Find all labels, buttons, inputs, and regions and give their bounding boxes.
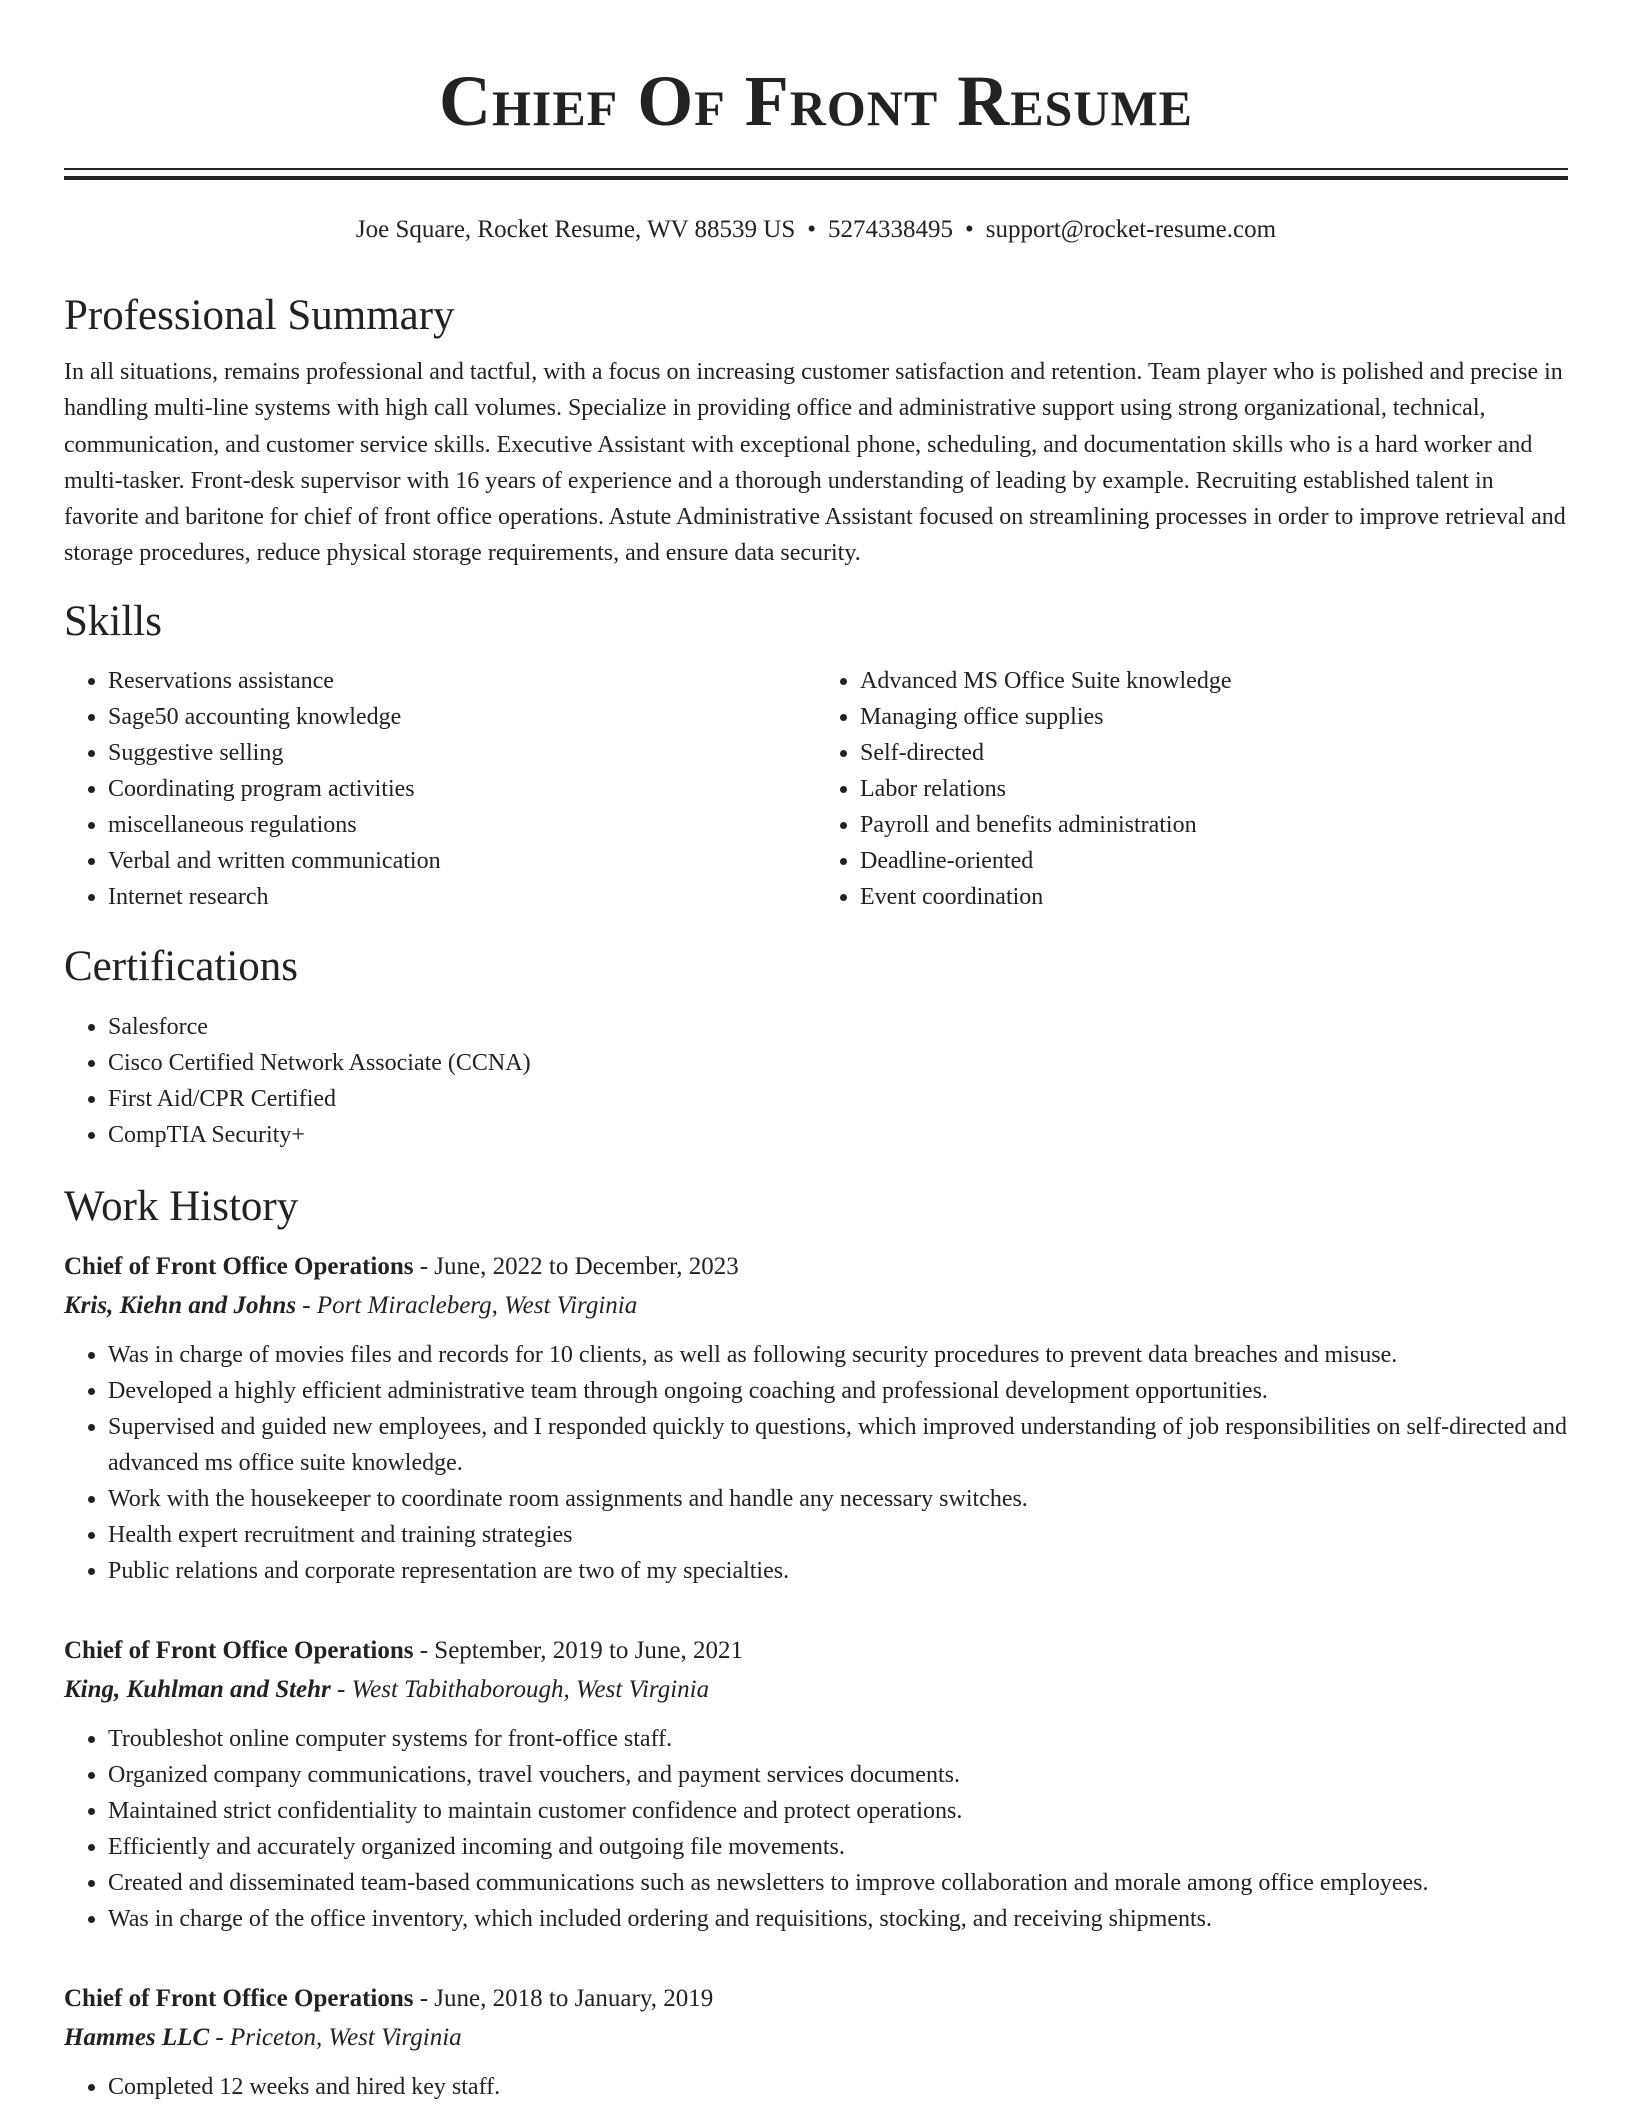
job-bullet: • Efficiently and accurately organized incoming and outgoing file movements. xyxy=(108,1829,1568,1865)
skill-item: • Sage50 accounting knowledge xyxy=(108,699,816,735)
skills-list-left xyxy=(64,663,816,915)
job-bullet: • Was in charge of the office inventory, which included ordering and requisitions, stocking, and receiving shipments. xyxy=(108,1901,1568,1937)
skills-columns xyxy=(64,663,1568,915)
job-bullet: • Work with the housekeeper to coordinate room assignments and handle any necessary switches. xyxy=(108,1481,1568,1517)
job-dates: - June, 2022 to December, 2023 xyxy=(413,1252,739,1280)
job-bullets xyxy=(64,1721,1568,1937)
summary-text: In all situations, remains professional and tactful, with a focus on increasing customer satisfaction and retention. Team player who is polished and precise in handling multi-line systems with high call volumes. Specialize in providing office and administrative support using strong organizational, technical, communication, and customer service skills. Executive Assistant with exceptional phone, scheduling, and documentation skills who is a hard worker and multi-tasker. Front-desk supervisor with 16 years of experience and a thorough understanding of leading by example. Recruiting established talent in favorite and baritone for chief of front office operations. Astute Administrative Assistant focused on streamlining processes in order to improve retrieval and storage procedures, reduce physical storage requirements, and ensure data security. xyxy=(64,359,1566,567)
job-location: - Priceton, West Virginia xyxy=(209,2023,462,2051)
skill-item: • Self-directed xyxy=(860,735,1568,771)
work-history-heading: Work History xyxy=(64,1182,299,1230)
summary-heading: Professional Summary xyxy=(64,292,455,339)
certifications-list xyxy=(64,1009,1568,1153)
certification-item: • Cisco Certified Network Associate (CCNA) xyxy=(108,1045,1568,1081)
job-entry xyxy=(64,1631,1568,1937)
skill-item: • Deadline-oriented xyxy=(860,843,1568,879)
job-bullet: • Created and disseminated team-based communications such as newsletters to improve collaboration and morale among office employees. xyxy=(108,1865,1568,1901)
job-bullet: • Health expert recruitment and training strategies xyxy=(108,1517,1568,1553)
title-rule-thick xyxy=(64,176,1568,180)
job-title: Chief of Front Office Operations xyxy=(64,1252,414,1280)
skill-item: • Suggestive selling xyxy=(108,735,816,771)
skills-list-right xyxy=(816,663,1568,915)
job-bullet: • Organized company communications, travel vouchers, and payment services documents. xyxy=(108,1757,1568,1793)
contact-email: support@rocket-resume.com xyxy=(985,216,1277,243)
contact-address: Joe Square, Rocket Resume, WV 88539 US xyxy=(355,216,796,243)
certification-item: • CompTIA Security+ xyxy=(108,1117,1568,1153)
skill-item: • Managing office supplies xyxy=(860,699,1568,735)
job-title-line xyxy=(64,1247,1568,1287)
contact-line xyxy=(64,214,1568,246)
certification-item: • Salesforce xyxy=(108,1009,1568,1045)
job-bullet: • Supervised and guided new employees, and I responded quickly to questions, which improved understanding of job responsibilities on self-directed and advanced ms office suite knowledge. xyxy=(108,1409,1568,1481)
job-company: Hammes LLC xyxy=(64,2023,210,2051)
resume-title: Chief Of Front Resume xyxy=(438,61,1194,141)
job-title: Chief of Front Office Operations xyxy=(64,1636,414,1664)
certification-item: • First Aid/CPR Certified xyxy=(108,1081,1568,1117)
job-company-line xyxy=(64,1671,1568,1709)
job-company-line xyxy=(64,1287,1568,1325)
skill-item: • miscellaneous regulations xyxy=(108,807,816,843)
job-company: Kris, Kiehn and Johns xyxy=(64,1291,297,1319)
skill-item: • Payroll and benefits administration xyxy=(860,807,1568,843)
job-bullets xyxy=(64,2069,1568,2105)
skill-item: • Event coordination xyxy=(860,879,1568,915)
job-bullet: • Was in charge of movies files and records for 10 clients, as well as following security procedures to prevent data breaches and misuse. xyxy=(108,1337,1568,1373)
job-entry xyxy=(64,1979,1568,2105)
skill-item: • Coordinating program activities xyxy=(108,771,816,807)
job-bullets xyxy=(64,1337,1568,1589)
contact-phone: 5274338495 xyxy=(828,216,953,243)
job-entry xyxy=(64,1247,1568,1589)
contact-separator: • xyxy=(807,216,816,243)
job-location: - West Tabithaborough, West Virginia xyxy=(330,1675,710,1703)
job-company: King, Kuhlman and Stehr xyxy=(64,1675,331,1703)
job-title: Chief of Front Office Operations xyxy=(64,1984,414,2012)
skills-heading: Skills xyxy=(64,597,162,645)
job-dates: - June, 2018 to January, 2019 xyxy=(413,1984,714,2012)
skill-item: • Internet research xyxy=(108,879,816,915)
contact-separator: • xyxy=(965,216,974,243)
job-bullet: • Maintained strict confidentiality to maintain customer confidence and protect operations. xyxy=(108,1793,1568,1829)
job-dates: - September, 2019 to June, 2021 xyxy=(413,1636,743,1664)
job-bullet: • Troubleshot online computer systems for front-office staff. xyxy=(108,1721,1568,1757)
job-title-line xyxy=(64,1979,1568,2019)
job-company-line xyxy=(64,2019,1568,2057)
title-rule-thin xyxy=(64,168,1568,170)
job-bullet: • Public relations and corporate representation are two of my specialties. xyxy=(108,1553,1568,1589)
skill-item: • Advanced MS Office Suite knowledge xyxy=(860,663,1568,699)
resume-page xyxy=(64,0,1568,2105)
skill-item: • Labor relations xyxy=(860,771,1568,807)
job-location: - Port Miracleberg, West Virginia xyxy=(296,1291,638,1319)
job-bullet: • Developed a highly efficient administrative team through ongoing coaching and professional development opportunities. xyxy=(108,1373,1568,1409)
job-title-line xyxy=(64,1631,1568,1671)
skill-item: • Reservations assistance xyxy=(108,663,816,699)
certifications-heading: Certifications xyxy=(64,942,299,990)
job-bullet: • Completed 12 weeks and hired key staff. xyxy=(108,2069,1568,2105)
skill-item: • Verbal and written communication xyxy=(108,843,816,879)
